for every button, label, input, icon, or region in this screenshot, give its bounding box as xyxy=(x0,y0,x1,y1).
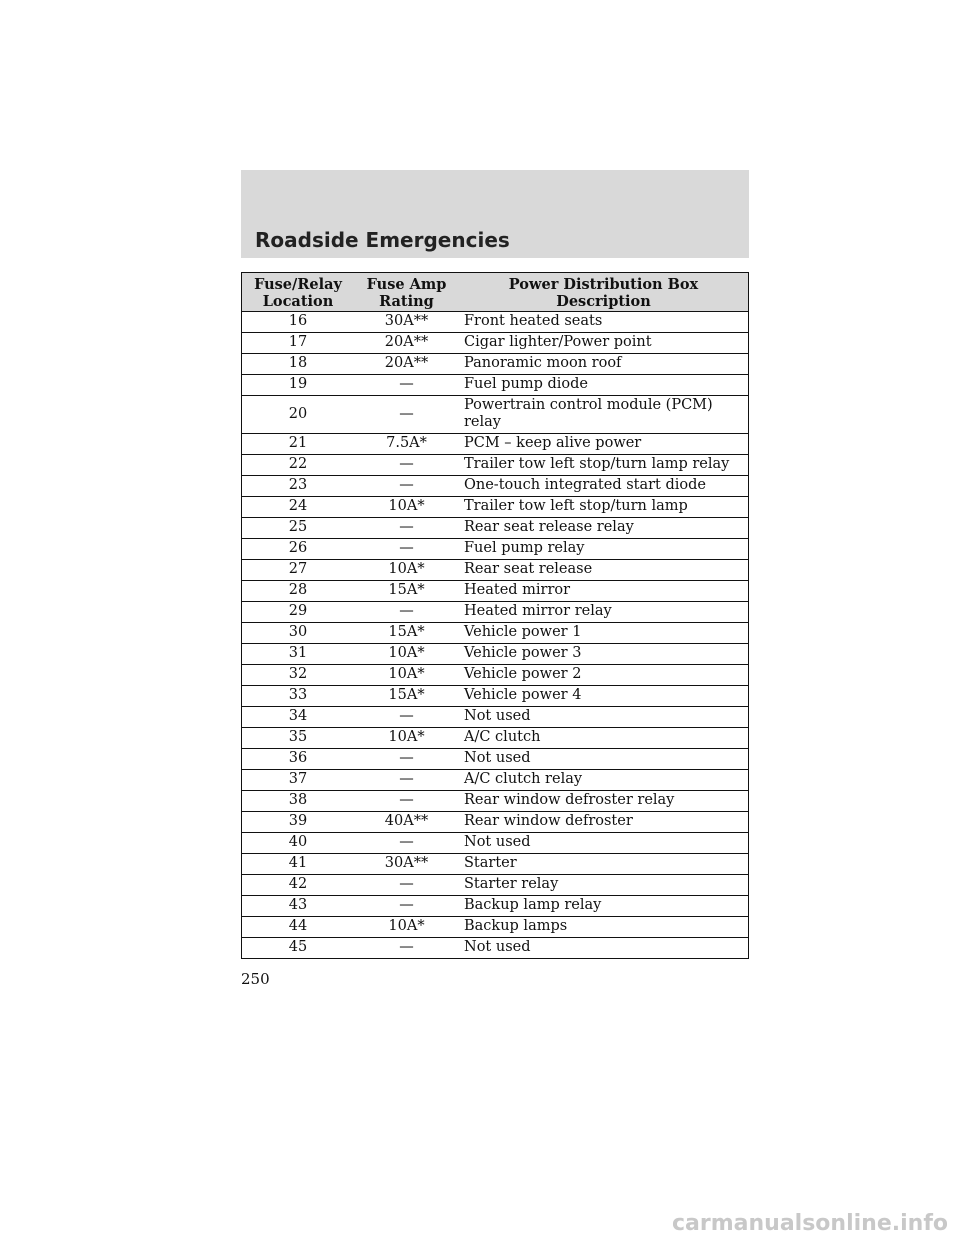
cell-description: Not used xyxy=(459,749,749,770)
cell-location: 42 xyxy=(242,875,355,896)
cell-amp-rating: — xyxy=(354,896,459,917)
cell-amp-rating: 10A* xyxy=(354,917,459,938)
table-row xyxy=(242,833,749,854)
cell-amp-rating: — xyxy=(354,749,459,770)
cell-amp-rating: — xyxy=(354,455,459,476)
cell-location: 18 xyxy=(242,354,355,375)
table-row xyxy=(242,434,749,455)
cell-description: Panoramic moon roof xyxy=(459,354,749,375)
cell-location: 22 xyxy=(242,455,355,476)
cell-amp-rating: 15A* xyxy=(354,686,459,707)
table-row xyxy=(242,791,749,812)
cell-description: Not used xyxy=(459,707,749,728)
header-amp-line1: Fuse Amp xyxy=(366,276,447,293)
cell-amp-rating: 40A** xyxy=(354,812,459,833)
cell-description: PCM – keep alive power xyxy=(459,434,749,455)
table-row xyxy=(242,560,749,581)
header-location xyxy=(242,273,355,312)
cell-description: Starter xyxy=(459,854,749,875)
table-row xyxy=(242,518,749,539)
cell-location: 19 xyxy=(242,375,355,396)
cell-amp-rating: 10A* xyxy=(354,497,459,518)
watermark: carmanualsonline.info xyxy=(672,1211,948,1236)
table-row xyxy=(242,581,749,602)
header-amp-line2: Rating xyxy=(379,293,434,310)
cell-location: 41 xyxy=(242,854,355,875)
table-body xyxy=(242,312,749,959)
cell-location: 31 xyxy=(242,644,355,665)
cell-location: 21 xyxy=(242,434,355,455)
table-row xyxy=(242,770,749,791)
header-description xyxy=(459,273,749,312)
cell-description: Heated mirror xyxy=(459,581,749,602)
cell-location: 28 xyxy=(242,581,355,602)
table-row xyxy=(242,749,749,770)
cell-description: Fuel pump relay xyxy=(459,539,749,560)
table-row xyxy=(242,354,749,375)
table-row xyxy=(242,623,749,644)
cell-description: Vehicle power 1 xyxy=(459,623,749,644)
cell-amp-rating: — xyxy=(354,375,459,396)
header-amp xyxy=(354,273,459,312)
table-row xyxy=(242,644,749,665)
cell-description: Backup lamps xyxy=(459,917,749,938)
cell-amp-rating: — xyxy=(354,539,459,560)
cell-description: Rear seat release relay xyxy=(459,518,749,539)
cell-location: 37 xyxy=(242,770,355,791)
cell-location: 39 xyxy=(242,812,355,833)
cell-location: 30 xyxy=(242,623,355,644)
table-header xyxy=(242,273,749,312)
section-title: Roadside Emergencies xyxy=(255,228,510,252)
cell-description: Rear window defroster relay xyxy=(459,791,749,812)
table-row xyxy=(242,728,749,749)
cell-amp-rating: — xyxy=(354,770,459,791)
cell-location: 24 xyxy=(242,497,355,518)
cell-description: Not used xyxy=(459,833,749,854)
table-row xyxy=(242,539,749,560)
table-row xyxy=(242,333,749,354)
cell-amp-rating: — xyxy=(354,707,459,728)
cell-amp-rating: — xyxy=(354,396,459,434)
cell-description: Trailer tow left stop/turn lamp relay xyxy=(459,455,749,476)
cell-amp-rating: 10A* xyxy=(354,644,459,665)
cell-description: Vehicle power 3 xyxy=(459,644,749,665)
table-row xyxy=(242,476,749,497)
cell-amp-rating: — xyxy=(354,938,459,959)
table-row xyxy=(242,875,749,896)
table-row xyxy=(242,602,749,623)
table-row xyxy=(242,917,749,938)
cell-amp-rating: 20A** xyxy=(354,333,459,354)
cell-location: 26 xyxy=(242,539,355,560)
fuse-table xyxy=(241,272,749,959)
cell-description: Rear window defroster xyxy=(459,812,749,833)
header-description-line1: Power Distribution Box xyxy=(508,276,699,293)
cell-description: Starter relay xyxy=(459,875,749,896)
cell-amp-rating: 15A* xyxy=(354,623,459,644)
header-location-line2: Location xyxy=(262,293,334,310)
cell-location: 38 xyxy=(242,791,355,812)
cell-location: 25 xyxy=(242,518,355,539)
table-row xyxy=(242,938,749,959)
cell-description: Vehicle power 2 xyxy=(459,665,749,686)
cell-amp-rating: 20A** xyxy=(354,354,459,375)
table-row xyxy=(242,665,749,686)
cell-location: 16 xyxy=(242,312,355,333)
cell-description: Not used xyxy=(459,938,749,959)
cell-location: 17 xyxy=(242,333,355,354)
cell-amp-rating: 30A** xyxy=(354,854,459,875)
table-row xyxy=(242,455,749,476)
table-row xyxy=(242,812,749,833)
table-row xyxy=(242,707,749,728)
table-row xyxy=(242,312,749,333)
table-row xyxy=(242,375,749,396)
table-row xyxy=(242,896,749,917)
cell-amp-rating: 15A* xyxy=(354,581,459,602)
cell-location: 40 xyxy=(242,833,355,854)
cell-description: Fuel pump diode xyxy=(459,375,749,396)
cell-amp-rating: — xyxy=(354,518,459,539)
cell-location: 36 xyxy=(242,749,355,770)
cell-amp-rating: — xyxy=(354,602,459,623)
cell-description: A/C clutch xyxy=(459,728,749,749)
cell-location: 35 xyxy=(242,728,355,749)
cell-location: 33 xyxy=(242,686,355,707)
table-row xyxy=(242,854,749,875)
cell-location: 29 xyxy=(242,602,355,623)
cell-location: 27 xyxy=(242,560,355,581)
cell-description: One-touch integrated start diode xyxy=(459,476,749,497)
cell-location: 34 xyxy=(242,707,355,728)
cell-amp-rating: 7.5A* xyxy=(354,434,459,455)
cell-amp-rating: — xyxy=(354,875,459,896)
cell-location: 45 xyxy=(242,938,355,959)
cell-amp-rating: 10A* xyxy=(354,665,459,686)
cell-location: 44 xyxy=(242,917,355,938)
cell-amp-rating: 30A** xyxy=(354,312,459,333)
cell-amp-rating: — xyxy=(354,476,459,497)
cell-description: Front heated seats xyxy=(459,312,749,333)
cell-description: Vehicle power 4 xyxy=(459,686,749,707)
cell-description: Powertrain control module (PCM) relay xyxy=(459,396,749,434)
cell-amp-rating: 10A* xyxy=(354,560,459,581)
cell-description: Backup lamp relay xyxy=(459,896,749,917)
cell-amp-rating: — xyxy=(354,791,459,812)
header-location-line1: Fuse/Relay xyxy=(254,276,342,293)
cell-location: 43 xyxy=(242,896,355,917)
cell-amp-rating: 10A* xyxy=(354,728,459,749)
cell-location: 32 xyxy=(242,665,355,686)
table-header-row xyxy=(242,273,749,312)
cell-location: 20 xyxy=(242,396,355,434)
cell-location: 23 xyxy=(242,476,355,497)
table-row xyxy=(242,686,749,707)
header-description-line2: Description xyxy=(556,293,651,310)
cell-description: Rear seat release xyxy=(459,560,749,581)
cell-description: Trailer tow left stop/turn lamp xyxy=(459,497,749,518)
table-row xyxy=(242,497,749,518)
table-row xyxy=(242,396,749,434)
cell-description: Heated mirror relay xyxy=(459,602,749,623)
cell-description: A/C clutch relay xyxy=(459,770,749,791)
cell-amp-rating: — xyxy=(354,833,459,854)
page-number: 250 xyxy=(241,970,270,988)
cell-description: Cigar lighter/Power point xyxy=(459,333,749,354)
